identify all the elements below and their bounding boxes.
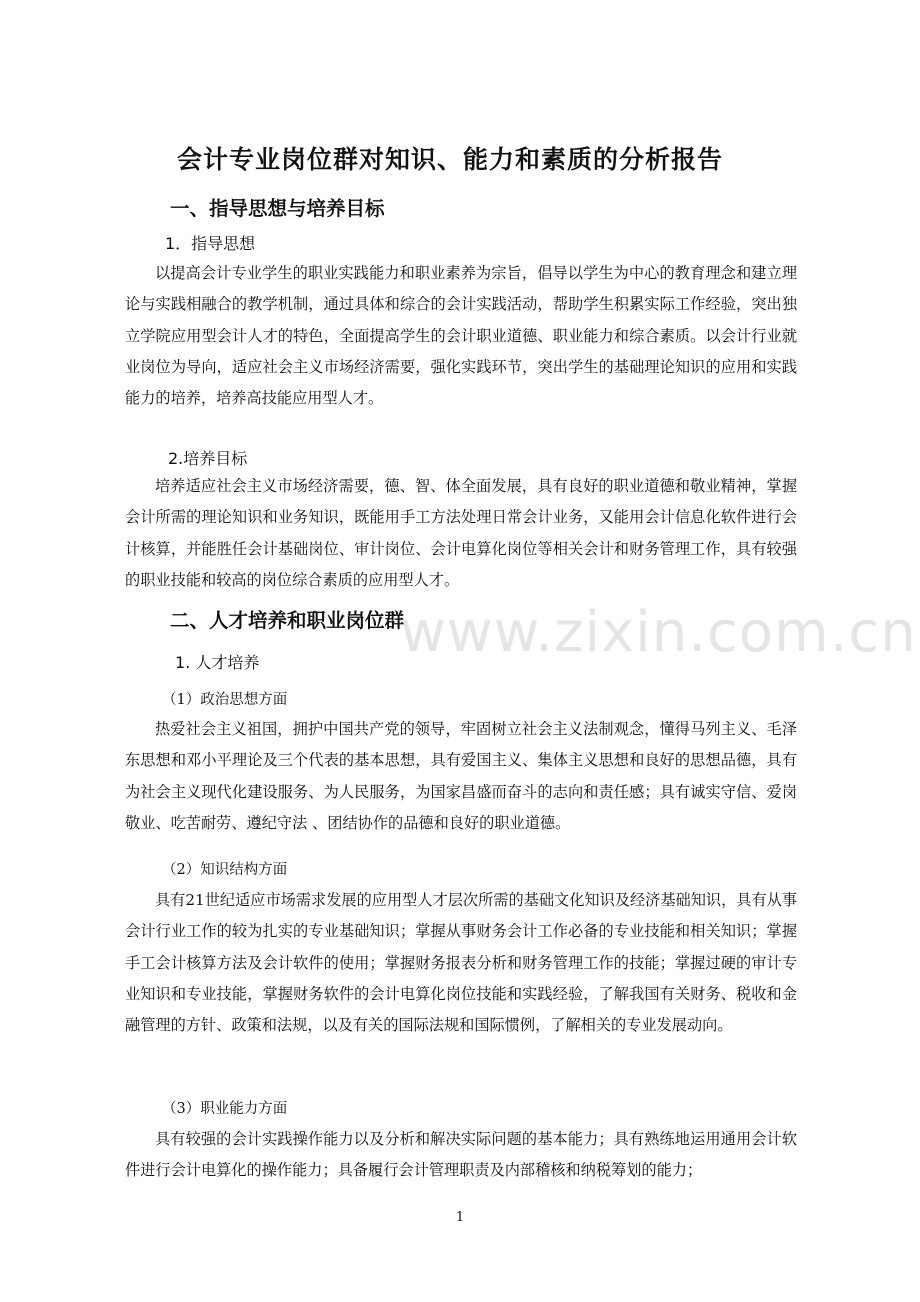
subsection-heading-talent-training: 1. 人才培养 — [175, 653, 260, 672]
paragraph-ability: 具有较强的会计实践操作能力以及分析和解决实际问题的基本能力；具有熟练地运用通用会计软件进行会计电算化的操作能力；具备履行会计管理职责及内部稽核和纳税筹划的能力； — [125, 1130, 797, 1180]
watermark: www.zixin.com.cn — [400, 600, 917, 665]
section-heading-1: 一、指导思想与培养目标 — [170, 197, 385, 220]
item-heading-knowledge: （2）知识结构方面 — [162, 862, 288, 878]
paragraph-political: 热爱社会主义祖国，拥护中国共产党的领导，牢固树立社会主义法制观念，懂得马列主义、毛泽东思想和邓小平理论及三个代表的基本思想，具有爱国主义、集体主义思想和良好的思想品德，具有为社会主义现代化建设服务、为人民服务，为国家昌盛而奋斗的志向和责任感；具有诚实守信、爱岗敬业、吃苦耐劳、遵纪守法 、团结协作的品德和良好的职业道德。 — [125, 720, 797, 832]
section-heading-2: 二、人才培养和职业岗位群 — [170, 609, 405, 632]
subsection-heading-guiding-ideology: 1．指导思想 — [165, 234, 256, 253]
document-title: 会计专业岗位群对知识、能力和素质的分析报告 — [176, 145, 723, 174]
paragraph-training-goal: 培养适应社会主义市场经济需要，德、智、体全面发展，具有良好的职业道德和敬业精神，掌握会计所需的理论知识和业务知识，既能用手工方法处理日常会计业务，又能用会计信息化软件进行会计核算，并能胜任会计基础岗位、审计岗位、会计电算化岗位等相关会计和财务管理工作，具有较强的职业技能和较高的岗位综合素质的应用型人才。 — [125, 477, 797, 589]
item-heading-ability: （3）职业能力方面 — [162, 1101, 288, 1117]
paragraph-guiding-ideology: 以提高会计专业学生的职业实践能力和职业素养为宗旨，倡导以学生为中心的教育理念和建立理论与实践相融合的教学机制，通过具体和综合的会计实践活动，帮助学生积累实际工作经验，突出独立学院应用型会计人才的特色，全面提高学生的会计职业道德、职业能力和综合素质。以会计行业就业岗位为导向，适应社会主义市场经济需要，强化实践环节，突出学生的基础理论知识的应用和实践能力的培养，培养高技能应用型人才。 — [125, 264, 797, 408]
paragraph-knowledge: 具有21世纪适应市场需求发展的应用型人才层次所需的基础文化知识及经济基础知识，具有从事会计行业工作的较为扎实的专业基础知识；掌握从事财务会计工作必备的专业技能和相关知识；掌握手工会计核算方法及会计软件的使用；掌握财务报表分析和财务管理工作的技能；掌握过硬的审计专业知识和专业技能，掌握财务软件的会计电算化岗位技能和实践经验，了解我国有关财务、税收和金融管理的方针、政策和法规，以及有关的国际法规和国际惯例，了解相关的专业发展动向。 — [125, 891, 798, 1035]
page-number: 1 — [455, 1210, 465, 1225]
item-heading-political: （1）政治思想方面 — [162, 692, 288, 708]
subsection-heading-training-goal: 2.培养目标 — [168, 449, 248, 468]
